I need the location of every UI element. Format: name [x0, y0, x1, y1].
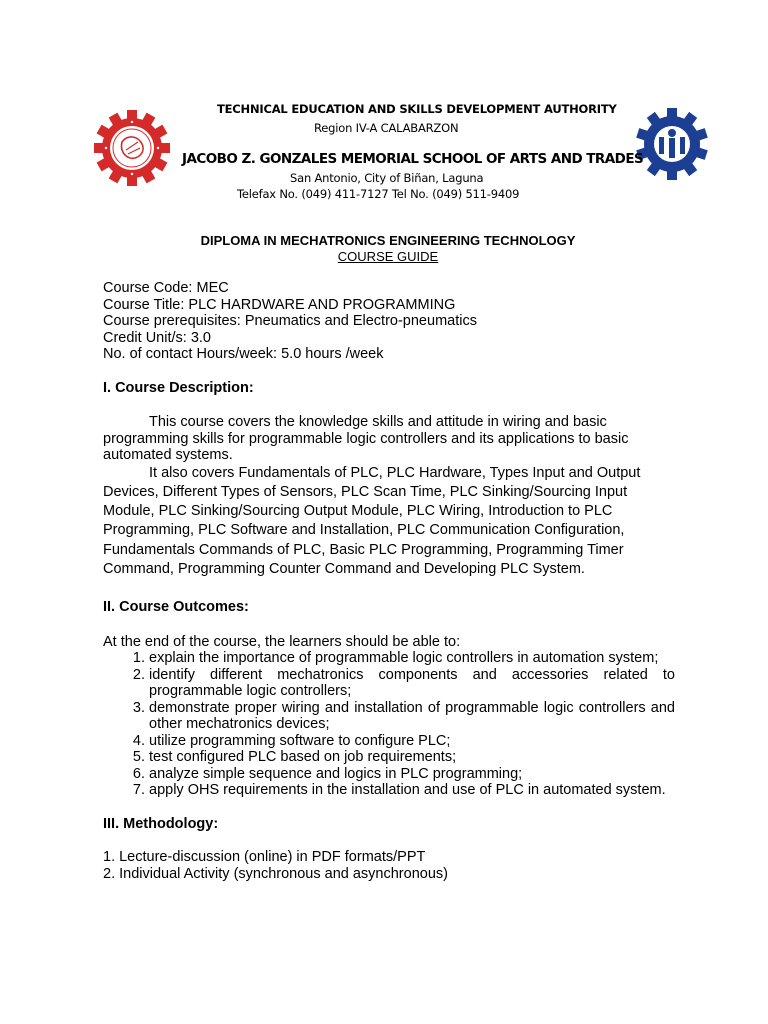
outcomes-list — [103, 650, 675, 799]
course-code: Course Code: MEC — [103, 280, 229, 296]
list-item: 2. Individual Activity (synchronous and asynchronous) — [103, 865, 448, 882]
list-item: 6. analyze simple sequence and logics in PLC programming; — [149, 766, 675, 783]
outcomes-heading: II. Course Outcomes: — [103, 599, 249, 616]
list-item: 1. explain the importance of programmable logic controllers in automation system; — [149, 650, 675, 667]
document-title — [0, 233, 768, 265]
course-title: Course Title: PLC HARDWARE AND PROGRAMMING — [103, 296, 456, 313]
authority-name: TECHNICAL EDUCATION AND SKILLS DEVELOPMENT AUTHORITY — [217, 102, 617, 116]
school-seal-icon — [94, 110, 170, 186]
course-guide-body — [103, 280, 675, 882]
school-telephone: Telefax No. (049) 411-7127 Tel No. (049) 511-9409 — [237, 187, 520, 201]
list-item: 3. demonstrate proper wiring and installation of programmable logic controllers and other mechatronics devices; — [149, 700, 675, 733]
course-credit: Credit Unit/s: 3.0 — [103, 329, 211, 346]
outcomes-intro: At the end of the course, the learners should be able to: — [103, 633, 461, 650]
description-paragraph-1: This course covers the knowledge skills and attitude in wiring and basic programming skills for programmable logic controllers and its applications to basic automated systems. — [103, 414, 629, 463]
description-heading: I. Course Description: — [103, 379, 254, 396]
methodology-list — [103, 849, 675, 882]
course-hours: No. of contact Hours/week: 5.0 hours /week — [103, 346, 384, 362]
list-item: 7. apply OHS requirements in the installation and use of PLC in automated system. — [149, 782, 675, 799]
tesda-gear-icon — [636, 108, 708, 180]
list-item: 4. utilize programming software to configure PLC; — [149, 733, 675, 750]
school-address: San Antonio, City of Biñan, Laguna — [290, 171, 484, 185]
methodology-heading: III. Methodology: — [103, 815, 219, 832]
description-paragraph-2: It also covers Fundamentals of PLC, PLC Hardware, Types Input and Output Devices, Different Types of Sensors, PLC Scan Time, PLC Sinking/Sourcing Input Module, PLC Sinking/Sourcing Output Module, PLC Wiring, Introduction to PLC Programming, PLC Software and Installation, PLC Communication Configuration, Fundamentals Commands of PLC, Basic PLC Programming, Programming Timer Command, Programming Counter Command and Developing PLC System. — [103, 464, 641, 577]
course-info — [103, 280, 675, 363]
region-name: Region IV-A CALABARZON — [314, 121, 459, 135]
list-item: 5. test configured PLC based on job requirements; — [149, 749, 675, 766]
school-name: JACOBO Z. GONZALES MEMORIAL SCHOOL OF ARTS AND TRADES — [182, 151, 644, 167]
program-title: DIPLOMA IN MECHATRONICS ENGINEERING TECHNOLOGY — [200, 233, 576, 248]
course-prerequisites: Course prerequisites: Pneumatics and Electro-pneumatics — [103, 313, 477, 329]
list-item: 2. identify different mechatronics components and accessories related to programmable logic controllers; — [149, 667, 675, 700]
list-item: 1. Lecture-discussion (online) in PDF formats/PPT — [103, 849, 426, 866]
doc-type-title: COURSE GUIDE — [337, 249, 439, 264]
